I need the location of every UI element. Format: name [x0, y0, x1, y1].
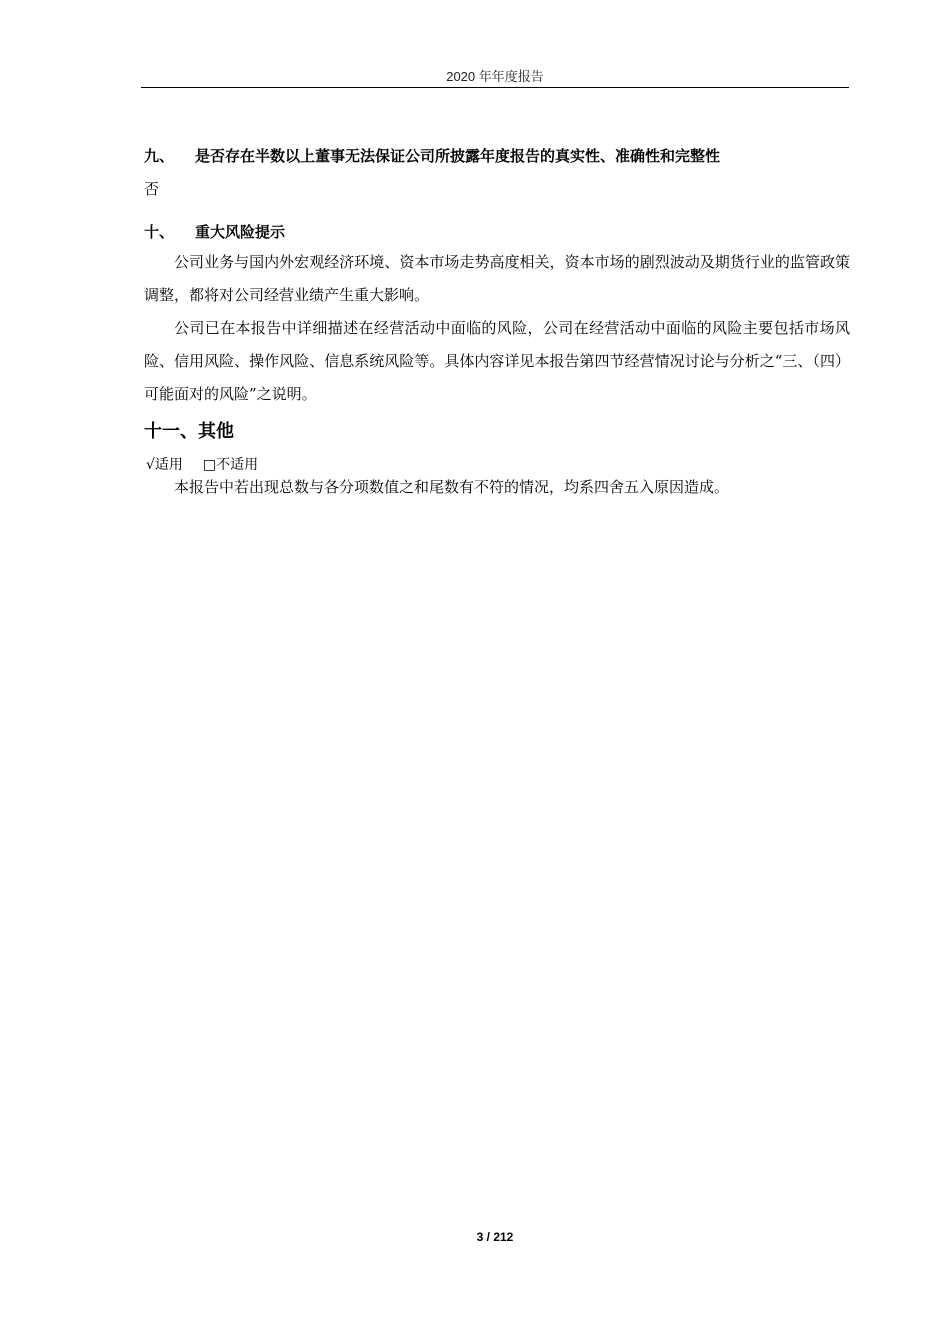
header-divider — [141, 87, 849, 88]
section-ten-number: 十、 — [144, 223, 175, 241]
section-nine-answer: 否 — [144, 180, 160, 198]
section-nine-heading — [144, 145, 720, 166]
section-eleven-heading: 十一、其他 — [144, 421, 234, 442]
section-nine-number: 九、 — [144, 147, 175, 165]
section-ten-paragraph-2: 公司已在本报告中详细描述在经营活动中面临的风险，公司在经营活动中面临的风险主要包括市场风险、信用风险、操作风险、信息系统风险等。具体内容详见本报告第四节经营情况讨论与分析之“三、（四）可能面对的风险”之说明。 — [144, 319, 850, 403]
section-nine-title: 是否存在半数以上董事无法保证公司所披露年度报告的真实性、准确性和完整性 — [195, 147, 721, 165]
section-ten-heading — [144, 221, 285, 242]
section-ten-paragraph-1: 公司业务与国内外宏观经济环境、资本市场走势高度相关，资本市场的剧烈波动及期货行业的监管政策调整，都将对公司经营业绩产生重大影响。 — [144, 253, 850, 304]
report-header-title: 2020 年年度报告 — [446, 69, 544, 84]
page-number: 3 / 212 — [476, 1230, 514, 1244]
section-eleven-paragraph: 本报告中若出现总数与各分项数值之和尾数有不符的情况，均系四舍五入原因造成。 — [174, 478, 730, 496]
applicable-checked-option: √适用 — [146, 457, 183, 473]
section-ten-title: 重大风险提示 — [195, 223, 286, 241]
not-applicable-option: □不适用 — [202, 457, 259, 473]
